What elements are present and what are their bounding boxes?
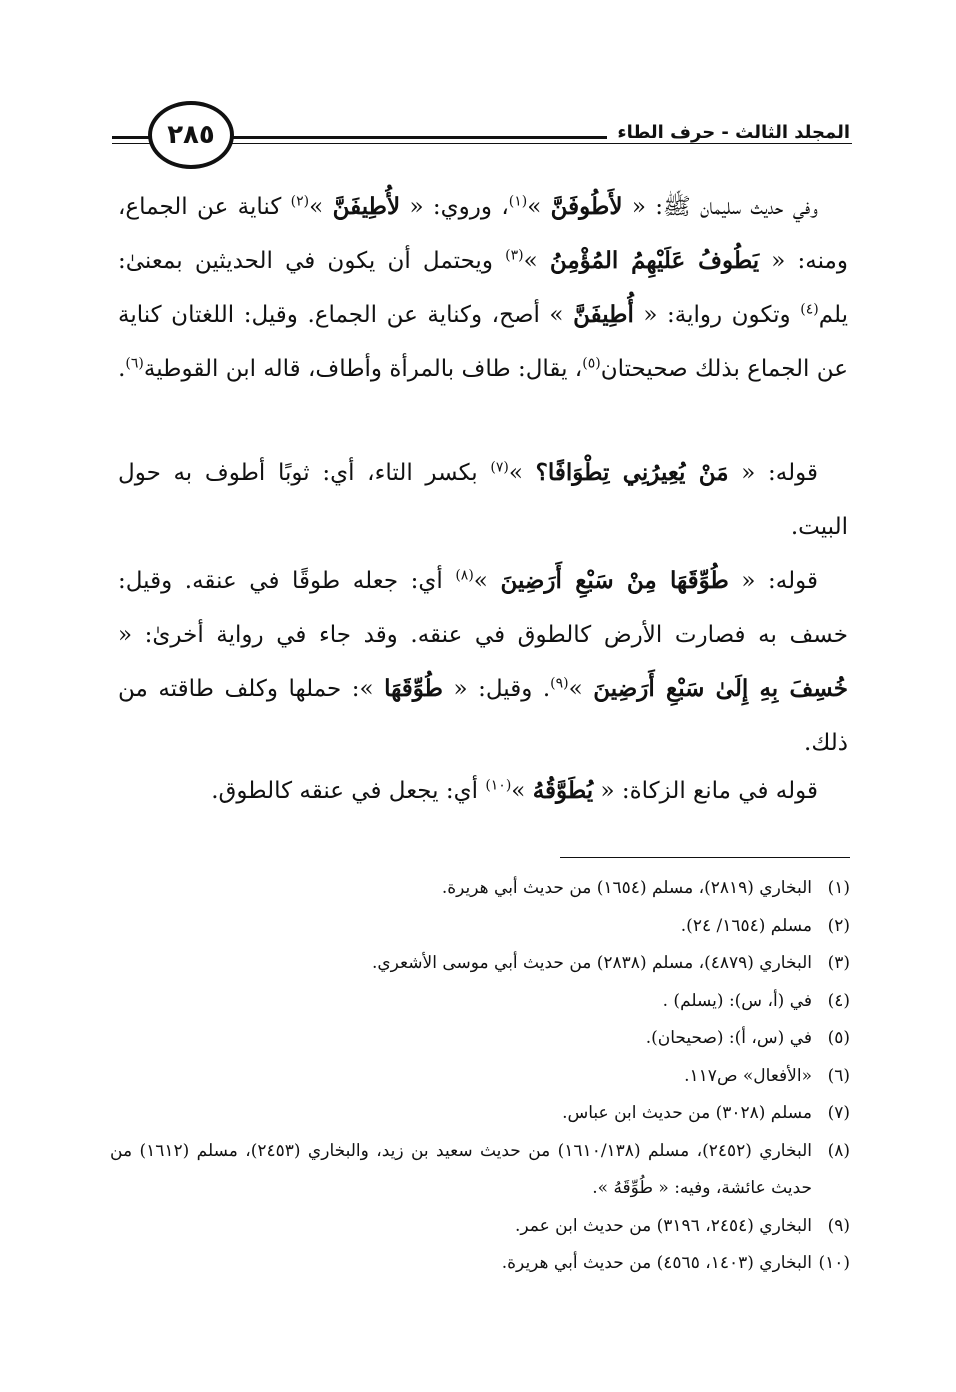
footnote-number: (١) xyxy=(827,878,850,898)
paragraph-3: قوله: « طُوِّقَهَا مِنْ سَبْعِ أَرَضِينَ »$^{(٨)}$ أي: جعله طوقًا في عنقه. وقيل: خسف به فصارت الأرض كالطوق في عنقه. وقد جاء في رواية أخرىٰ: « خُسِفَ بِهِ إِلَىٰ سَبْعِ أَرَضِينَ »$^{(٩)}$. وقيل: « طُوِّقَهَا »: حملها وكلف طاقته من ذلك. xyxy=(118,567,848,756)
quote: طُوِّقَهَا xyxy=(384,675,443,702)
footnote-ref: (٩) xyxy=(550,675,569,692)
footnote-ref: (٧) xyxy=(490,459,509,476)
footnote xyxy=(110,1208,850,1246)
footnote xyxy=(110,870,850,908)
footnote-text: في (س، أ): (صحيحان). xyxy=(645,1028,812,1048)
footnote-ref: (٦) xyxy=(125,355,144,372)
quote: لأَطُوفَنَّ xyxy=(550,193,623,220)
main-text-2 xyxy=(118,446,848,554)
quote: لأُطِيفَنَّ xyxy=(332,193,401,220)
footnote xyxy=(110,1133,850,1208)
footnote-text: «الأفعال» ص١١٧. xyxy=(684,1065,812,1086)
footnote xyxy=(110,1058,850,1096)
page-number-badge: ٢٨٥ xyxy=(148,101,234,169)
footnote-ref: (٤) xyxy=(800,301,819,318)
footnote-ref: (٥) xyxy=(582,355,601,372)
running-header: المجلد الثالث - حرف الطاء xyxy=(607,122,860,143)
footnote-ref: (٣) xyxy=(505,247,524,264)
footnote xyxy=(110,1095,850,1133)
main-text-3 xyxy=(118,554,848,770)
footnote-ref: (١) xyxy=(508,193,528,210)
paragraph-2: قوله: « مَنْ يُعِيرُنِي تِطْوَافًا؟ »$^{(٧)}$ بكسر التاء، أي: ثوبًا أطوف به حول البيت. xyxy=(118,459,848,540)
footnote-number: (٢) xyxy=(827,915,850,936)
footnote-number: (٦) xyxy=(827,1065,850,1086)
footnote xyxy=(110,1245,850,1283)
quote: يُطَوَّقُهُ xyxy=(532,777,594,804)
footnote-number: (٤) xyxy=(827,990,850,1011)
footnote-number: (٥) xyxy=(827,1028,850,1048)
footnote xyxy=(110,1020,850,1058)
footnote xyxy=(110,983,850,1021)
footnote-number: (٨) xyxy=(827,1140,850,1161)
footnote-ref: (٨) xyxy=(455,567,474,584)
footnote-text: البخاري (٤٨٧٩)، مسلم (٢٨٣٨) من حديث أبي موسى الأشعري. xyxy=(371,953,812,973)
paragraph-4: قوله في مانع الزكاة: « يُطَوَّقُهُ »$^{(١٠)}$ أي: يجعل في عنقه كالطوق. xyxy=(211,777,818,804)
paragraph-1: وفي حديث سليمان ﷺ: « لأَطُوفَنَّ »$^{(١)}$، وروي: « لأُطِيفَنَّ »$^{(٢)}$ كناية عن الجماع، ومنه: « يَطُوفُ عَلَيْهِمُ المُؤْمِنُ »$^{(٣)}$ ويحتمل أن يكون في الحديثين بمعنىٰ: يلم$^{(٤)}$ وتكون رواية: « أُطِيفَنَّ » أصح، وكناية عن الجماع. وقيل: اللغتان كناية عن الجماع بذلك صحيحتان$^{(٥)}$، يقال: طاف بالمرأة وأطاف، قاله ابن القوطية$^{(٦)}$. xyxy=(118,193,849,382)
quote: أُطِيفَنَّ xyxy=(573,301,634,328)
footnote-number: (٧) xyxy=(827,1103,850,1123)
footnote xyxy=(110,945,850,983)
quote: مَنْ يُعِيرُنِي تِطْوَافًا؟ xyxy=(535,459,729,486)
footnote-text: البخاري (٢٤٥٢)، مسلم (١٦١٠/١٣٨) من حديث سعيد بن زيد، والبخاري (٢٤٥٣)، مسلم (١٦١٢) من حديث عائشة، وفيه: « طُوِّقَهُ ». xyxy=(110,1140,812,1198)
footnote xyxy=(110,908,850,946)
footnote-text: البخاري (٢٨١٩)، مسلم (١٦٥٤) من حديث أبي هريرة. xyxy=(441,878,812,898)
main-text-4 xyxy=(118,764,848,818)
footnote-text: مسلم (٣٠٢٨) من حديث ابن عباس. xyxy=(562,1103,812,1123)
footnote-number: (٣) xyxy=(827,953,850,973)
footnotes xyxy=(110,870,850,1283)
quote: يَطُوفُ عَلَيْهِمُ المُؤْمِنُ xyxy=(549,247,760,274)
footnote-number: (٩) xyxy=(827,1215,850,1236)
main-text xyxy=(118,180,848,396)
footnote-text: مسلم (١٦٥٤/ ٢٤). xyxy=(680,915,812,936)
footnote-text: البخاري (٢٤٥٤، ٣١٩٦) من حديث ابن عمر. xyxy=(514,1215,812,1236)
footnote-text: البخاري (١٤٠٣، ٤٥٦٥) من حديث أبي هريرة. xyxy=(501,1253,812,1273)
footnote-ref: (٢) xyxy=(290,193,310,210)
footnote-text: في (أ، س): (يسلم) . xyxy=(662,990,812,1011)
quote: خُسِفَ بِهِ إِلَىٰ سَبْعِ أَرَضِينَ xyxy=(593,675,848,702)
footnote-ref: (١٠) xyxy=(485,777,512,794)
quote: طُوِّقَهَا مِنْ سَبْعِ أَرَضِينَ xyxy=(500,567,729,594)
footnote-separator xyxy=(560,857,850,858)
footnote-number: (١٠) xyxy=(818,1253,850,1273)
